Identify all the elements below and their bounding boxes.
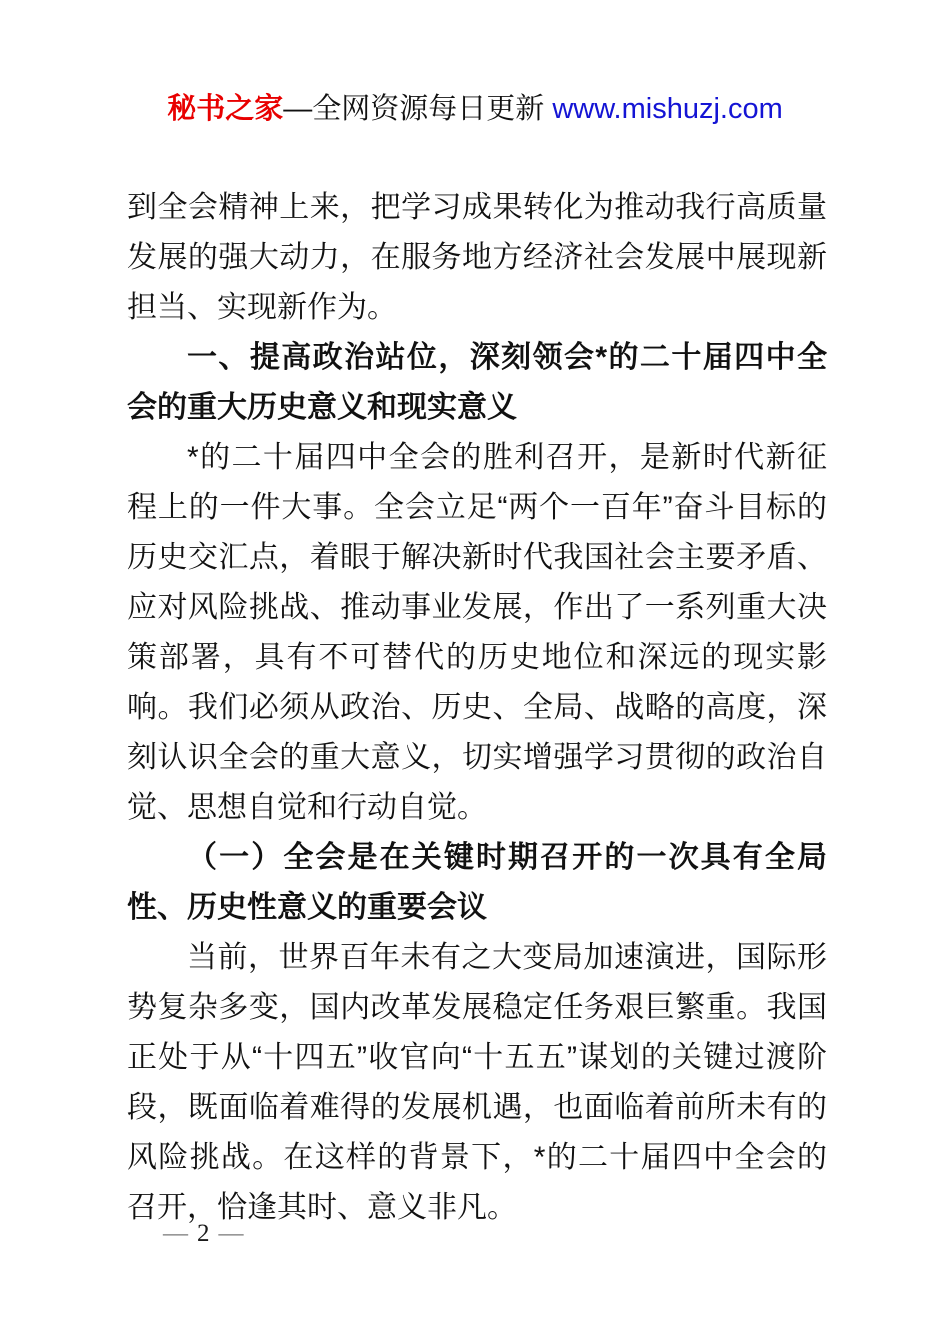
paragraph: 当前，世界百年未有之大变局加速演进，国际形势复杂多变，国内改革发展稳定任务艰巨繁重。我国正处于从“十四五”收官向“十五五”谋划的关键过渡阶段，既面临着难得的发展机遇，也面临着前所未有的风险挑战。在这样的背景下，*的二十届四中全会的召开，恰逢其时、意义非凡。 — [127, 941, 827, 1224]
paragraph-continuation: 到全会精神上来，把学习成果转化为推动我行高质量发展的强大动力，在服务地方经济社会发展中展现新担当、实现新作为。 — [127, 191, 827, 324]
paragraph: *的二十届四中全会的胜利召开，是新时代新征程上的一件大事。全会立足“两个一百年”奋斗目标的历史交汇点，着眼于解决新时代我国社会主要矛盾、应对风险挑战、推动事业发展，作出了一系列重大决策部署，具有不可替代的历史地位和深远的现实影响。我们必须从政治、历史、全局、战略的高度，深刻认识全会的重大意义，切实增强学习贯彻的政治自觉、思想自觉和行动自觉。 — [127, 441, 827, 824]
page-number-dash-right: — — [218, 1220, 244, 1247]
site-tagline-text: —全网资源每日更新 — [283, 93, 553, 125]
site-header — [0, 90, 950, 128]
site-url-link: www.mishuzj.com — [552, 93, 783, 125]
section-heading-level2: （一）全会是在关键时期召开的一次具有全局性、历史性意义的重要会议 — [127, 841, 827, 924]
section-heading-level1: 一、提高政治站位，深刻领会*的二十届四中全会的重大历史意义和现实意义 — [127, 341, 827, 424]
site-brand-text: 秘书之家 — [167, 93, 284, 125]
page-number-value: 2 — [197, 1220, 210, 1247]
page-number — [163, 1220, 244, 1248]
document-body — [127, 183, 827, 1233]
page-number-dash-left: — — [163, 1220, 188, 1247]
